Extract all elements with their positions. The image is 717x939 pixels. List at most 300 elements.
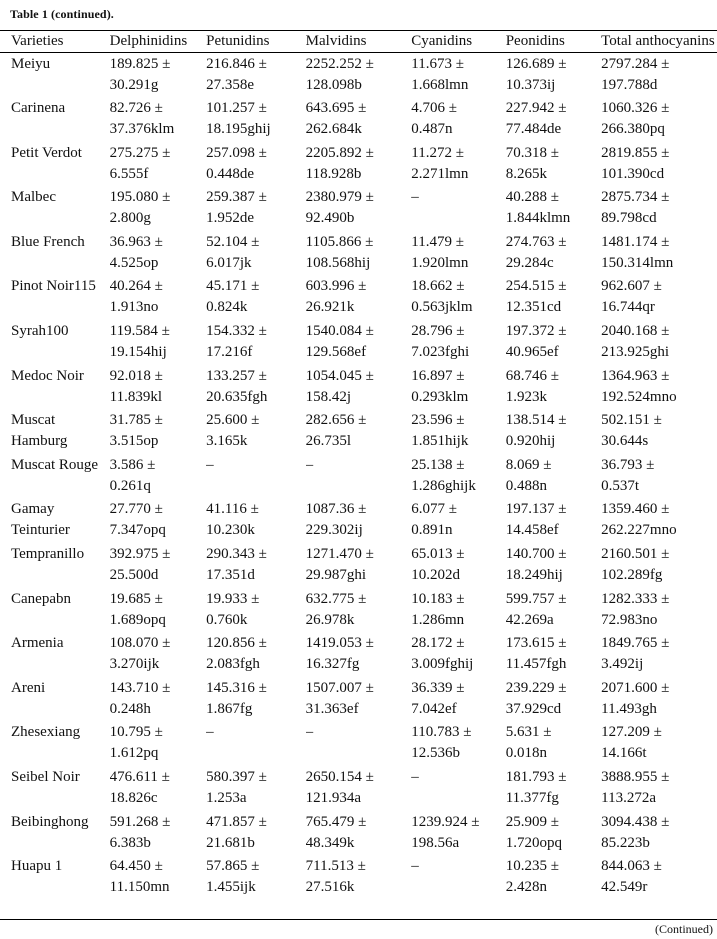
mean-value: 133.257 ±: [206, 367, 267, 384]
value-cell: [110, 498, 206, 543]
mean-value: 274.763 ±: [505, 233, 567, 250]
sd-value: [411, 877, 505, 898]
value-cell: [411, 498, 505, 543]
mean-value: 290.343 ±: [206, 546, 267, 563]
value-cell: [601, 409, 717, 454]
table-row: [0, 766, 717, 811]
mean-value: 92.018 ±: [109, 367, 163, 384]
variety-name-line: Canepabn: [11, 590, 71, 607]
sd-value: 0.488n: [505, 477, 547, 494]
sd-value: 1.920lmn: [411, 254, 469, 271]
value-cell: [506, 186, 601, 231]
sd-value: 128.098b: [305, 77, 362, 93]
variety-name-line: Muscat: [11, 412, 56, 429]
variety-cell: [0, 811, 110, 856]
sd-value: 129.568ef: [305, 344, 367, 361]
mean-value: 1849.765 ±: [601, 635, 670, 652]
value-cell: [411, 721, 505, 766]
sd-value: 262.227mno: [601, 522, 677, 539]
mean-value: 257.098 ±: [206, 144, 267, 161]
mean-value: 70.318 ±: [505, 144, 559, 161]
value-cell: [601, 320, 717, 365]
variety-name-line: Syrah100: [11, 323, 69, 340]
variety-name-line: Armenia: [11, 635, 64, 652]
sd-value: 1.720opq: [505, 834, 562, 851]
variety-cell: [0, 275, 110, 320]
value-cell: [411, 231, 505, 276]
value-cell: [306, 588, 412, 633]
mean-value: 181.793 ±: [505, 769, 567, 785]
variety-name-line: Seibel Noir: [11, 769, 80, 785]
bottom-rule: [0, 919, 717, 920]
value-cell: [601, 53, 717, 98]
mean-value: –: [305, 456, 314, 473]
variety-cell: [0, 632, 110, 677]
value-cell: [601, 855, 717, 900]
value-cell: [110, 186, 206, 231]
sd-value: 0.760k: [206, 611, 248, 628]
value-cell: [601, 677, 717, 722]
value-cell: [601, 811, 717, 856]
sd-value: 89.798cd: [601, 210, 657, 227]
mean-value: 23.596 ±: [411, 412, 465, 429]
sd-value: 19.154hij: [109, 344, 167, 361]
sd-value: 192.524mno: [601, 388, 677, 405]
value-cell: [110, 320, 206, 365]
value-cell: [506, 275, 601, 320]
mean-value: 108.070 ±: [109, 635, 171, 652]
mean-value: 189.825 ±: [109, 56, 171, 72]
variety-name-line: Pinot Noir115: [11, 278, 96, 295]
value-cell: [601, 275, 717, 320]
mean-value: 40.288 ±: [505, 189, 559, 206]
sd-value: 121.934a: [305, 790, 362, 806]
sd-value: 1.689opq: [109, 611, 166, 628]
sd-value: [411, 788, 505, 809]
value-cell: [306, 231, 412, 276]
sd-value: 266.380pq: [601, 121, 665, 138]
value-cell: [411, 275, 505, 320]
sd-value: 29.987ghi: [305, 567, 367, 584]
sd-value: 213.925ghi: [601, 344, 670, 361]
mean-value: 591.268 ±: [109, 813, 171, 830]
sd-value: 16.327fg: [305, 656, 360, 673]
sd-value: 31.363ef: [305, 700, 359, 717]
mean-value: 502.151 ±: [601, 412, 662, 429]
mean-value: 82.726 ±: [109, 100, 163, 117]
mean-value: 120.856 ±: [206, 635, 267, 652]
value-cell: [306, 320, 412, 365]
mean-value: 36.339 ±: [411, 679, 465, 696]
table-row: [0, 142, 717, 187]
mean-value: 227.942 ±: [505, 100, 567, 117]
mean-value: 282.656 ±: [305, 412, 367, 429]
value-cell: [411, 632, 505, 677]
sd-value: 20.635fgh: [206, 388, 268, 405]
value-cell: [506, 409, 601, 454]
value-cell: [506, 142, 601, 187]
mean-value: 16.897 ±: [411, 367, 465, 384]
mean-value: 18.662 ±: [411, 278, 465, 295]
value-cell: [206, 766, 306, 811]
mean-value: 765.479 ±: [305, 813, 367, 830]
sd-value: 1.913no: [109, 299, 159, 316]
table-row: [0, 320, 717, 365]
mean-value: 1359.460 ±: [601, 501, 670, 518]
sd-value: 42.269a: [505, 611, 554, 628]
value-cell: [110, 142, 206, 187]
sd-value: 18.195ghij: [206, 121, 271, 138]
value-cell: [206, 543, 306, 588]
value-cell: [306, 632, 412, 677]
value-cell: [411, 365, 505, 410]
mean-value: 2160.501 ±: [601, 546, 670, 563]
sd-value: 8.265k: [505, 165, 547, 182]
variety-cell: [0, 231, 110, 276]
sd-value: 17.216f: [206, 344, 253, 361]
value-cell: [206, 588, 306, 633]
variety-cell: [0, 186, 110, 231]
value-cell: [110, 766, 206, 811]
value-cell: [206, 498, 306, 543]
sd-value: [206, 476, 306, 497]
sd-value: 1.286mn: [411, 611, 465, 628]
value-cell: [206, 409, 306, 454]
mean-value: 28.796 ±: [411, 323, 465, 340]
sd-value: 10.373ij: [505, 77, 556, 93]
sd-value: 3.165k: [206, 433, 248, 450]
mean-value: 25.138 ±: [411, 456, 465, 473]
value-cell: [306, 498, 412, 543]
value-cell: [206, 677, 306, 722]
mean-value: 2819.855 ±: [601, 144, 670, 161]
value-cell: [206, 632, 306, 677]
mean-value: 4.706 ±: [411, 100, 457, 117]
mean-value: 2071.600 ±: [601, 679, 670, 696]
variety-cell: [0, 766, 110, 811]
mean-value: –: [411, 858, 419, 875]
mean-value: 844.063 ±: [601, 858, 662, 875]
sd-value: 1.952de: [206, 210, 255, 227]
mean-value: 145.316 ±: [206, 679, 267, 696]
column-header: Delphinidins: [110, 31, 206, 53]
sd-value: 0.487n: [411, 121, 453, 138]
sd-value: 18.826c: [109, 790, 158, 806]
mean-value: 19.933 ±: [206, 590, 260, 607]
value-cell: [306, 142, 412, 187]
mean-value: 119.584 ±: [109, 323, 170, 340]
mean-value: 275.275 ±: [109, 144, 171, 161]
sd-value: 48.349k: [305, 834, 355, 851]
mean-value: 962.607 ±: [601, 278, 662, 295]
column-header: Cyanidins: [411, 31, 505, 53]
sd-value: 118.928b: [305, 165, 362, 182]
value-cell: [206, 142, 306, 187]
value-cell: [110, 53, 206, 98]
column-header: Malvidins: [306, 31, 412, 53]
mean-value: 1507.007 ±: [305, 679, 374, 696]
sd-value: 1.851hijk: [411, 433, 469, 450]
variety-name-line: Blue French: [11, 233, 85, 250]
sd-value: 11.150mn: [109, 879, 170, 896]
sd-value: 113.272a: [601, 790, 657, 806]
value-cell: [506, 632, 601, 677]
value-cell: [110, 97, 206, 142]
mean-value: 126.689 ±: [505, 56, 567, 72]
sd-value: 11.377fg: [505, 790, 559, 806]
variety-name-line: Carinena: [11, 100, 66, 117]
value-cell: [306, 677, 412, 722]
value-cell: [110, 811, 206, 856]
variety-name-line: Huapu 1: [11, 858, 63, 875]
variety-cell: [0, 721, 110, 766]
mean-value: 36.793 ±: [601, 456, 655, 473]
mean-value: 259.387 ±: [206, 189, 267, 206]
mean-value: 19.685 ±: [109, 590, 163, 607]
sd-value: 0.563jklm: [411, 299, 473, 316]
variety-cell: [0, 543, 110, 588]
sd-value: 10.230k: [206, 522, 255, 539]
value-cell: [506, 498, 601, 543]
sd-value: 108.568hij: [305, 254, 371, 271]
sd-value: 1.923k: [505, 388, 547, 405]
value-cell: [506, 97, 601, 142]
sd-value: 37.929cd: [505, 700, 562, 717]
sd-value: 92.490b: [305, 210, 355, 227]
value-cell: [411, 677, 505, 722]
sd-value: 16.744qr: [601, 299, 655, 316]
mean-value: 392.975 ±: [109, 546, 171, 563]
sd-value: 7.042ef: [411, 700, 457, 717]
sd-value: 2.083fgh: [206, 656, 260, 673]
sd-value: 4.525op: [109, 254, 159, 271]
column-header: Peonidins: [506, 31, 601, 53]
variety-cell: [0, 409, 110, 454]
variety-name-line: Muscat Rouge: [11, 456, 99, 473]
mean-value: 154.332 ±: [206, 323, 267, 340]
mean-value: –: [206, 456, 214, 473]
variety-cell: [0, 320, 110, 365]
mean-value: 239.229 ±: [505, 679, 567, 696]
sd-value: 12.536b: [411, 745, 461, 762]
mean-value: 138.514 ±: [505, 412, 567, 429]
variety-cell: [0, 365, 110, 410]
value-cell: [306, 766, 412, 811]
mean-value: 25.600 ±: [206, 412, 260, 429]
value-cell: [601, 632, 717, 677]
mean-value: 1481.174 ±: [601, 233, 670, 250]
column-header: Varieties: [0, 31, 110, 53]
table-header-row: [0, 31, 717, 53]
value-cell: [506, 766, 601, 811]
table-row: [0, 454, 717, 499]
table-row: [0, 409, 717, 454]
table-row: [0, 498, 717, 543]
mean-value: 1540.084 ±: [305, 323, 374, 340]
value-cell: [506, 365, 601, 410]
sd-value: 229.302ij: [305, 522, 363, 539]
sd-value: 7.023fghi: [411, 344, 470, 361]
value-cell: [601, 231, 717, 276]
mean-value: 1364.963 ±: [601, 367, 670, 384]
mean-value: 471.857 ±: [206, 813, 267, 830]
mean-value: 28.172 ±: [411, 635, 465, 652]
sd-value: 101.390cd: [601, 165, 665, 182]
table-row: [0, 53, 717, 98]
mean-value: 10.183 ±: [411, 590, 465, 607]
value-cell: [206, 97, 306, 142]
mean-value: 2380.979 ±: [305, 189, 374, 206]
sd-value: 11.839kl: [109, 388, 163, 405]
value-cell: [306, 53, 412, 98]
value-cell: [601, 543, 717, 588]
mean-value: 476.611 ±: [109, 769, 170, 785]
mean-value: 197.372 ±: [505, 323, 567, 340]
value-cell: [601, 498, 717, 543]
sd-value: 25.500d: [109, 567, 159, 584]
value-cell: [206, 365, 306, 410]
sd-value: 27.516k: [305, 879, 355, 896]
variety-cell: [0, 855, 110, 900]
variety-cell: [0, 498, 110, 543]
mean-value: 1087.36 ±: [305, 501, 367, 518]
sd-value: 198.56a: [411, 834, 460, 851]
mean-value: 603.996 ±: [305, 278, 367, 295]
value-cell: [506, 588, 601, 633]
mean-value: –: [206, 724, 214, 741]
value-cell: [506, 677, 601, 722]
table-caption: Table 1 (continued).: [10, 7, 114, 21]
value-cell: [306, 454, 412, 499]
sd-value: 197.788d: [601, 77, 658, 93]
value-cell: [306, 97, 412, 142]
sd-value: 2.800g: [109, 210, 151, 227]
sd-value: 77.484de: [505, 121, 562, 138]
mean-value: 140.700 ±: [505, 546, 567, 563]
variety-name-line: Petit Verdot: [11, 144, 82, 161]
value-cell: [411, 766, 505, 811]
mean-value: 143.710 ±: [109, 679, 171, 696]
variety-name-line: Teinturier: [11, 522, 70, 539]
value-cell: [411, 186, 505, 231]
value-cell: [110, 632, 206, 677]
mean-value: 3094.438 ±: [601, 813, 670, 830]
value-cell: [306, 409, 412, 454]
mean-value: 632.775 ±: [305, 590, 367, 607]
value-cell: [206, 275, 306, 320]
mean-value: 65.013 ±: [411, 546, 465, 563]
table-body: [0, 53, 717, 900]
mean-value: 643.695 ±: [305, 100, 367, 117]
value-cell: [411, 454, 505, 499]
mean-value: 197.137 ±: [505, 501, 567, 518]
table-row: [0, 97, 717, 142]
table-row: [0, 677, 717, 722]
sd-value: 3.270ijk: [109, 656, 160, 673]
variety-name-line: Medoc Noir: [11, 367, 84, 384]
value-cell: [506, 543, 601, 588]
sd-value: 72.983no: [601, 611, 658, 628]
mean-value: 25.909 ±: [505, 813, 559, 830]
value-cell: [601, 766, 717, 811]
mean-value: 2650.154 ±: [305, 769, 374, 785]
value-cell: [411, 97, 505, 142]
sd-value: 21.681b: [206, 834, 255, 851]
value-cell: [206, 53, 306, 98]
sd-value: 14.166t: [601, 745, 647, 762]
table-row: [0, 811, 717, 856]
value-cell: [411, 53, 505, 98]
value-cell: [206, 320, 306, 365]
sd-value: 0.261q: [109, 477, 151, 494]
mean-value: 2797.284 ±: [601, 56, 670, 72]
mean-value: 2205.892 ±: [305, 144, 374, 161]
table-row: [0, 588, 717, 633]
sd-value: 26.921k: [305, 299, 355, 316]
sd-value: 150.314lmn: [601, 254, 674, 271]
mean-value: 10.795 ±: [109, 724, 163, 741]
mean-value: 711.513 ±: [305, 858, 366, 875]
sd-value: 0.293klm: [411, 388, 469, 405]
sd-value: 12.351cd: [505, 299, 562, 316]
column-header-total: Total anthocyanins: [601, 31, 717, 53]
variety-name-line: Areni: [11, 679, 46, 696]
continued-note: (Continued): [655, 922, 713, 936]
value-cell: [601, 588, 717, 633]
value-cell: [506, 855, 601, 900]
mean-value: 1105.866 ±: [305, 233, 374, 250]
sd-value: 1.253a: [206, 790, 247, 806]
value-cell: [306, 365, 412, 410]
value-cell: [601, 721, 717, 766]
value-cell: [601, 97, 717, 142]
sd-value: 1.455ijk: [206, 879, 256, 896]
sd-value: 6.555f: [109, 165, 149, 182]
mean-value: 1054.045 ±: [305, 367, 374, 384]
mean-value: 45.171 ±: [206, 278, 260, 295]
sd-value: [306, 743, 412, 764]
value-cell: [306, 811, 412, 856]
value-cell: [601, 454, 717, 499]
value-cell: [306, 186, 412, 231]
mean-value: 2875.734 ±: [601, 189, 670, 206]
variety-cell: [0, 97, 110, 142]
value-cell: [206, 454, 306, 499]
mean-value: 173.615 ±: [505, 635, 567, 652]
variety-cell: [0, 53, 110, 98]
variety-name-line: Tempranillo: [11, 546, 85, 563]
anthocyanin-table: [0, 31, 717, 900]
value-cell: [306, 543, 412, 588]
table-row: [0, 721, 717, 766]
mean-value: –: [305, 724, 314, 741]
mean-value: 31.785 ±: [109, 412, 163, 429]
sd-value: 0.248h: [109, 700, 151, 717]
sd-value: 26.735l: [305, 433, 352, 450]
value-cell: [110, 409, 206, 454]
sd-value: 29.284c: [505, 254, 554, 271]
variety-name-line: Gamay: [11, 501, 55, 518]
mean-value: 10.235 ±: [505, 858, 559, 875]
sd-value: 0.891n: [411, 522, 453, 539]
table-row: [0, 275, 717, 320]
table-row: [0, 632, 717, 677]
value-cell: [306, 275, 412, 320]
mean-value: 8.069 ±: [505, 456, 552, 473]
variety-name-line: Hamburg: [11, 433, 68, 450]
value-cell: [411, 811, 505, 856]
sd-value: [411, 208, 505, 229]
